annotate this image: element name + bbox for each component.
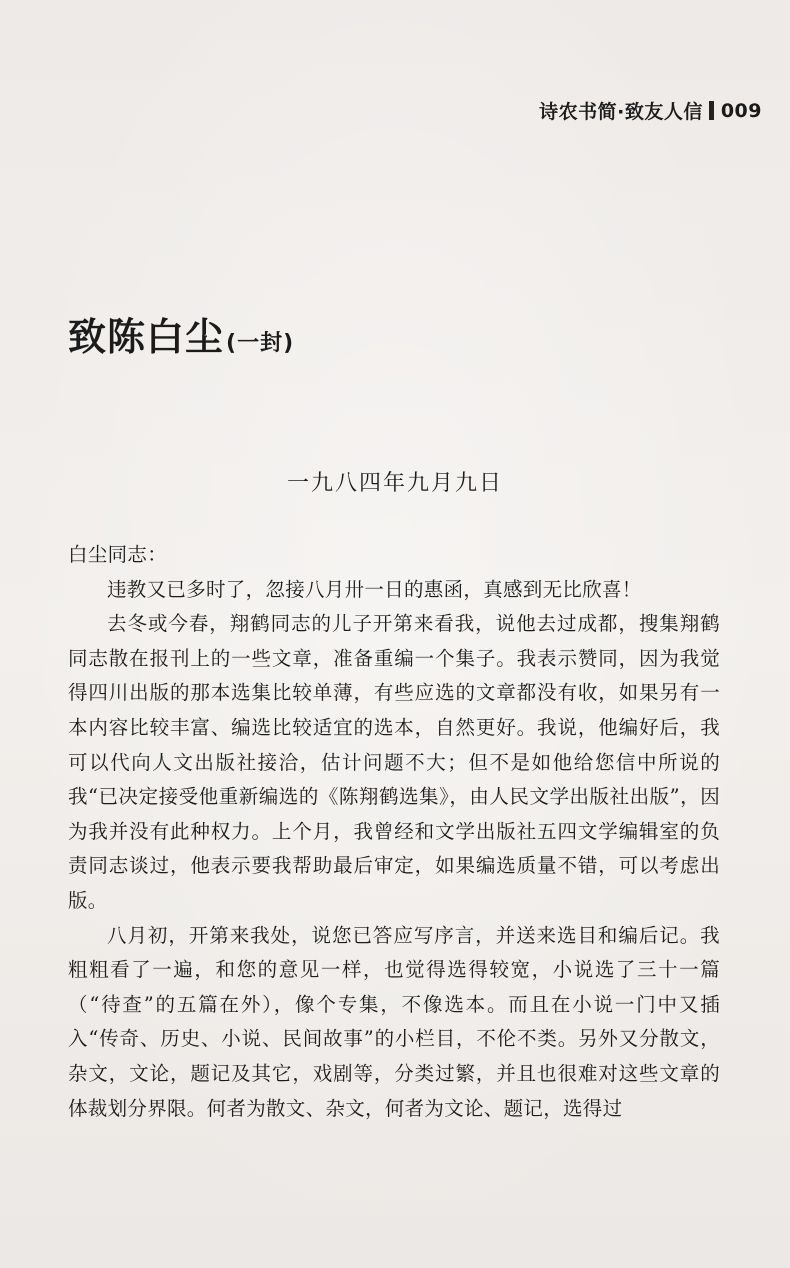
letter-title <box>68 306 294 361</box>
letter-title-main: 致陈白尘 <box>68 315 225 359</box>
page-number: 009 <box>720 99 762 122</box>
book-title: 诗农书简·致友人信 <box>539 101 703 123</box>
letter-body <box>68 538 720 1126</box>
paragraph: 违教又已多时了，忽接八月卅一日的惠函，真感到无比欣喜！ <box>107 577 642 601</box>
letter-title-note: (一封) <box>226 331 295 356</box>
paragraph: 八月初，开第来我处，说您已答应写序言，并送来选目和编后记。我粗粗看了一遍，和您的意见一样，也觉得选得较宽，小说选了三十一篇（“待查”的五篇在外），像个专集，不像选本。而且在小说一门中又插入“传奇、历史、小说、民间故事”的小栏目，不伦不类。另外又分散文，杂文，文论，题记及其它，戏剧等，分类过繁，并且也很难对这些文章的体裁划分界限。何者为散文、杂文，何者为文论、题记，选得过 <box>68 923 720 1120</box>
header-separator-bar <box>709 101 714 120</box>
running-header <box>539 97 762 124</box>
letter-date: 一九八四年九月九日 <box>286 471 503 496</box>
salutation: 白尘同志： <box>68 543 168 566</box>
paragraph: 去冬或今春，翔鹤同志的儿子开第来看我，说他去过成都，搜集翔鹤同志散在报刊上的一些文章，准备重编一个集子。我表示赞同，因为我觉得四川出版的那本选集比较单薄，有些应选的文章都没有收，如果另有一本内容比较丰富、编选比较适宜的选本，自然更好。我说，他编好后，我可以代向人文出版社接洽，估计问题不大；但不是如他给您信中所说的我“已决定接受他重新编选的《陈翔鹤选集》，由人民文学出版社出版”，因为我并没有此种权力。上个月，我曾经和文学出版社五四文学编辑室的负责同志谈过，他表示要我帮助最后审定，如果编选质量不错，可以考虑出版。 <box>68 612 720 912</box>
